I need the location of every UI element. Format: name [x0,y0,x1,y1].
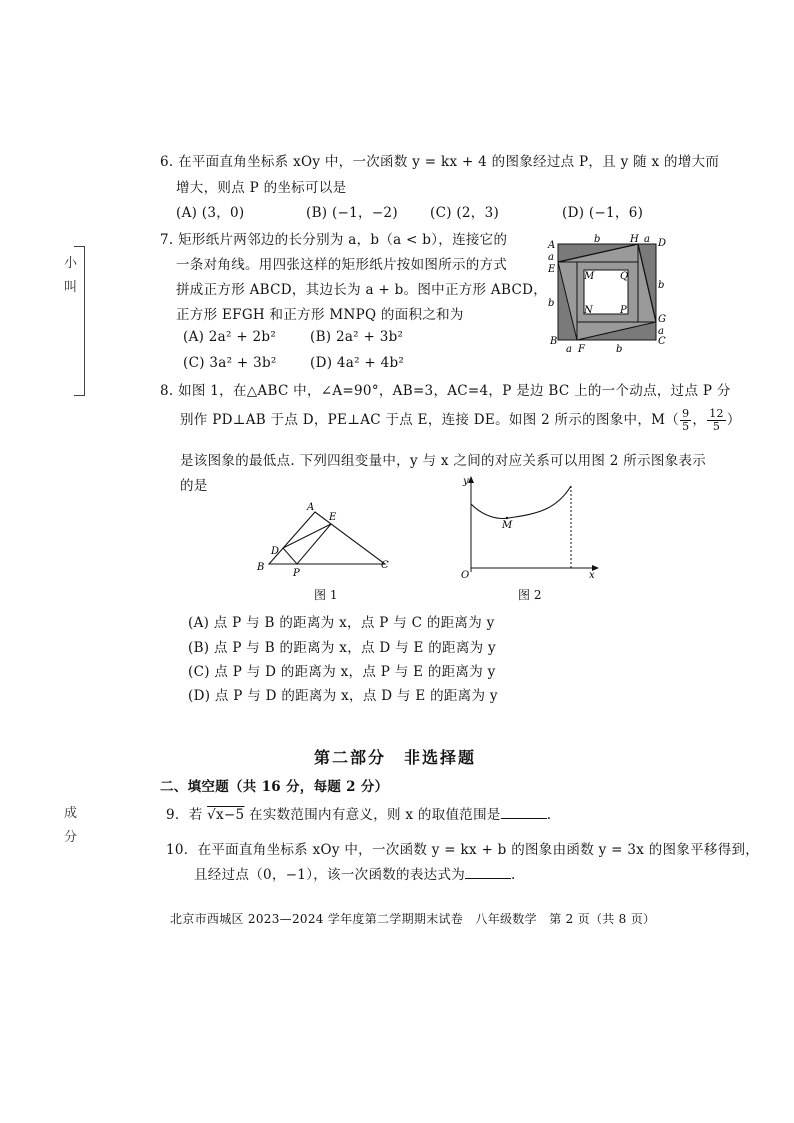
q6-option-c: (C) (2，3) [430,205,500,221]
q9-radical: √x−5 [207,807,245,823]
q7-line4: 正方形 EFGH 和正方形 MNPQ 的面积之和为 [176,307,464,323]
q9-answer-blank[interactable] [501,806,547,819]
fig2-label-O: O [461,570,470,580]
page-footer: 北京市西城区 2023—2024 学年度第二学期期末试卷 八年级数学 第 2 页（共 8 页） [170,912,656,926]
q10-line2 [194,863,516,883]
q7-line3: 拼成正方形 ABCD，其边长为 a + b。图中正方形 ABCD， [176,282,548,298]
fig2-label-y: y [463,476,469,487]
fig1-label-B: B [257,562,265,573]
q7-line2: 一条对角线。用四张这样的矩形纸片按如图所示的方式 [176,257,508,273]
q9-end: . [546,807,552,823]
q7-label-N: N [584,305,593,316]
q7-label-F: F [578,344,585,352]
q6-option-d: (D) (−1，6) [562,205,644,221]
margin-glyph-3: 成 [64,806,78,821]
q7-label-P: P [620,305,627,316]
q8-line3: 是该图象的最低点. 下列四组变量中，y 与 x 之间的对应关系可以用图 2 所示图象表示 [180,453,707,469]
q7-option-d: (D) 4a² + 4b² [310,355,405,371]
q10-answer-blank[interactable] [465,866,511,879]
q7-label-a3: a [658,326,664,337]
m-x-fraction [680,408,691,433]
q10-line1: 10．在平面直角坐标系 xOy 中，一次函数 y = kx + b 的图象由函数 y = 3x 的图象平移得到， [166,842,760,858]
q7-label-b4: b [594,234,601,245]
q6-line1: 6. 在平面直角坐标系 xOy 中，一次函数 y = kx + 4 的图象经过点 P，且 y 随 x 的增大而 [160,154,720,170]
q8-figure2-graph [455,474,605,580]
fig2-label-M: M [502,520,513,531]
fig1-label-D: D [271,546,280,557]
q9-pre: 9．若 [166,807,208,823]
q7-label-b1: b [548,298,555,309]
part2-section: 二、填空题（共 16 分，每题 2 分） [160,779,389,795]
fig1-label-A: A [307,502,315,513]
fig1-label-C: C [381,560,389,571]
q6-option-b: (B) (−1，−2) [306,205,398,221]
fig1-label-P: P [293,568,300,578]
q7-line1: 7. 矩形纸片两邻边的长分别为 a，b（a < b），连接它的 [160,232,508,248]
q8-option-b: (B) 点 P 与 B 的距离为 x，点 D 与 E 的距离为 y [188,640,496,656]
binding-tick-top [74,246,84,247]
q7-label-a4: a [644,234,650,245]
fig2-caption: 图 2 [518,588,542,602]
q7-label-B: B [550,336,558,347]
fig1-caption: 图 1 [314,588,338,602]
q8-option-d: (D) 点 P 与 D 的距离为 x，点 D 与 E 的距离为 y [188,688,498,704]
m-x-den: 5 [682,420,690,433]
q7-label-H: H [630,234,639,245]
m-x-num: 9 [682,407,690,420]
q10-line2-text: 且经过点（0，−1），该一次函数的表达式为 [194,867,466,883]
q7-label-Q: Q [620,271,629,282]
q7-label-a1: a [548,252,554,263]
q7-label-b3: b [658,280,665,291]
fig2-label-x: x [589,570,595,580]
q7-label-A: A [548,240,556,251]
q8-line2-post: ） [726,412,741,428]
q7-square-figure [540,232,670,352]
q8-line1: 8. 如图 1，在△ABC 中，∠A=90°，AB=3，AC=4，P 是边 BC 上的一个动点，过点 P 分 [160,383,731,399]
margin-glyph-1: 小 [64,256,78,271]
part2-title: 第二部分 非选择题 [314,748,477,767]
q7-label-b2: b [616,344,623,352]
q7-option-c: (C) 3a² + 3b² [183,355,277,371]
binding-tick-bottom [74,395,84,396]
q10-end: . [511,867,516,883]
m-y-den: 5 [712,420,721,433]
margin-glyph-2: 叫 [64,280,78,295]
binding-line [84,246,85,396]
q8-option-a: (A) 点 P 与 B 的距离为 x，点 P 与 C 的距离为 y [188,615,495,631]
q9-line [166,803,551,823]
m-sep: ， [692,412,707,428]
q8-line2 [180,408,741,433]
m-y-num: 12 [709,407,724,420]
q7-label-M: M [584,271,595,282]
q7-label-C: C [658,336,666,347]
q7-option-a: (A) 2a² + 2b² [183,329,277,345]
q7-label-G: G [658,314,666,325]
q9-post: 在实数范围内有意义，则 x 的取值范围是 [244,807,501,823]
q7-label-D: D [658,238,667,249]
q7-option-b: (B) 2a² + 3b² [310,329,404,345]
m-y-fraction [707,408,726,433]
margin-glyph-4: 分 [64,830,78,845]
q6-option-a: (A) (3，0) [176,205,245,221]
q6-line2: 增大，则点 P 的坐标可以是 [176,180,347,196]
q8-option-c: (C) 点 P 与 D 的距离为 x，点 P 与 E 的距离为 y [188,664,496,680]
q8-line4: 的是 [180,478,208,494]
q8-line2-pre: 别作 PD⊥AB 于点 D，PE⊥AC 于点 E，连接 DE。如图 2 所示的图象中，M（ [180,412,680,428]
fig1-label-E: E [329,512,337,523]
q7-label-a2: a [566,344,572,352]
q8-figure1-triangle [255,498,395,578]
q7-label-E: E [548,264,556,275]
